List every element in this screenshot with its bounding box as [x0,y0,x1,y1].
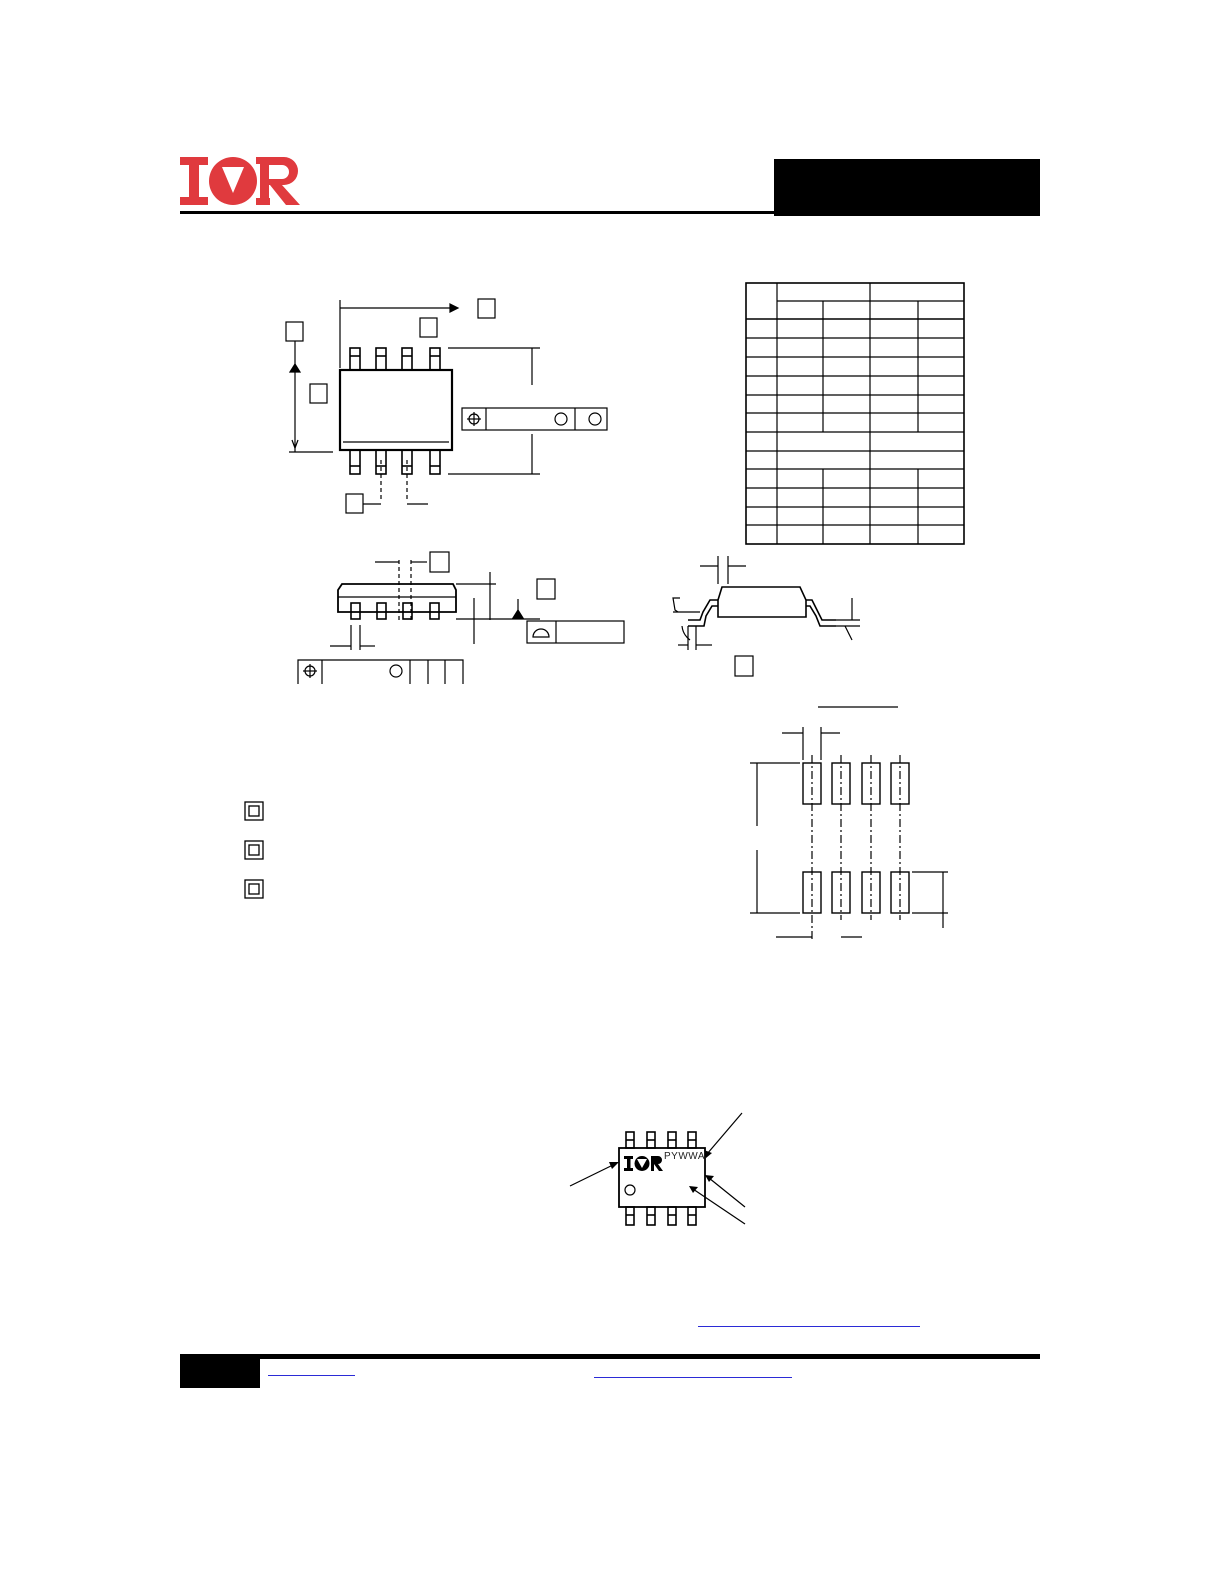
top-view [286,299,607,513]
footer-link-feedback[interactable] [594,1377,792,1378]
footer-rule [180,1354,1040,1359]
marking-date-code: PYWWA [664,1151,706,1162]
end-view [673,556,860,676]
side-view [298,552,624,684]
marking-info-link[interactable] [698,1326,920,1327]
part-marking-drawing [570,1113,745,1225]
footprint [750,707,948,940]
note-boxes [245,802,263,898]
dimension-table [746,283,964,544]
footer-link-website[interactable] [268,1375,355,1376]
page-number-box [180,1356,260,1388]
